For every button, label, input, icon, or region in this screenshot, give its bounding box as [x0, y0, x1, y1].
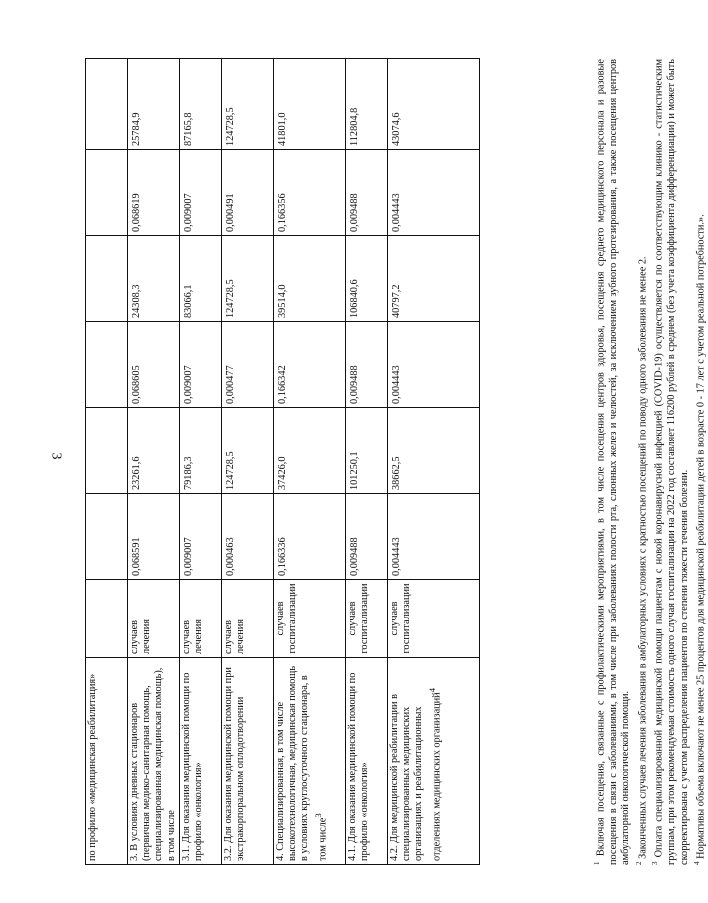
value-cell: 0,068619 — [128, 150, 180, 236]
row-name: 3. В условиях дневных стационаров (первичная медико-санитарная помощь, специализированная медицинская помощь), в том числе — [129, 667, 177, 861]
value-cell — [86, 322, 128, 408]
value-cell: 37426,0 — [274, 408, 346, 494]
table-row — [128, 59, 180, 865]
value-cell: 124728,5 — [222, 408, 274, 494]
unit-cell: случаев лечения — [128, 580, 180, 658]
value-cell: 0,009488 — [346, 150, 388, 236]
value-cell — [86, 408, 128, 494]
footnote — [633, 59, 650, 865]
row-name-cell — [222, 658, 274, 865]
table-row — [180, 59, 222, 865]
value-cell: 23261,6 — [128, 408, 180, 494]
footnote-mark: 1 — [593, 861, 601, 865]
value-cell: 0,004443 — [388, 150, 480, 236]
row-name: 3.1. Для оказания медицинской помощи по профилю «онкология» — [181, 672, 205, 861]
row-name: 4. Специализированная, в том числе высокотехнологичная, медицинская помощь в условиях круглосуточного стационара, в том числе — [275, 665, 329, 861]
value-cell — [86, 59, 128, 150]
value-cell: 0,009007 — [180, 494, 222, 580]
footnote — [691, 59, 708, 865]
row-name: 4.1. Для оказания медицинской помощи по профилю «онкология» — [347, 672, 371, 861]
value-cell: 83066,1 — [180, 236, 222, 322]
row-name-cell — [274, 658, 346, 865]
value-cell: 87165,8 — [180, 59, 222, 150]
value-cell: 0,000491 — [222, 150, 274, 236]
table-row — [86, 59, 128, 865]
value-cell: 0,004443 — [388, 322, 480, 408]
value-cell: 0,009007 — [180, 322, 222, 408]
table-row — [222, 59, 274, 865]
footnote-mark: 3 — [651, 861, 660, 865]
footnote-mark: 2 — [634, 861, 643, 865]
table-row — [274, 59, 346, 865]
unit-cell: случаев госпитализации — [346, 580, 388, 658]
value-cell — [86, 494, 128, 580]
table-row — [346, 59, 388, 865]
footnote — [591, 59, 633, 865]
value-cell: 124728,5 — [222, 236, 274, 322]
value-cell: 79186,3 — [180, 408, 222, 494]
footnote-ref: 4 — [426, 688, 437, 693]
page-number: 3 — [48, 452, 64, 460]
row-name: 3.2. Для оказания медицинской помощи при экстракорпоральном оплодотворении — [223, 667, 247, 861]
footnote — [649, 59, 691, 865]
value-cell: 101250,1 — [346, 408, 388, 494]
value-cell: 38662,5 — [388, 408, 480, 494]
footnotes — [591, 59, 708, 865]
value-cell: 41801,0 — [274, 59, 346, 150]
unit-cell: случаев лечения — [180, 580, 222, 658]
value-cell: 0,068591 — [128, 494, 180, 580]
value-cell: 24308,3 — [128, 236, 180, 322]
value-cell: 106840,6 — [346, 236, 388, 322]
footnote-text: Нормативы объема включают не менее 25 процентов для медицинской реабилитации детей в возрасте 0 - 17 лет с учетом реальной потребности.». — [695, 214, 707, 859]
value-cell: 124728,5 — [222, 59, 274, 150]
row-name-cell — [128, 658, 180, 865]
row-name-cell — [346, 658, 388, 865]
row-name-cell — [86, 658, 128, 865]
value-cell: 39514,0 — [274, 236, 346, 322]
value-cell: 0,000463 — [222, 494, 274, 580]
row-name: 4.2. Для медицинской реабилитации в специализированных медицинских организациях и реабилитационных отделениях медицинских организаций — [389, 692, 443, 861]
value-cell: 0,166342 — [274, 322, 346, 408]
unit-cell — [86, 580, 128, 658]
value-cell — [86, 150, 128, 236]
footnote-ref: 3 — [312, 813, 323, 818]
row-name-cell — [388, 658, 480, 865]
unit-cell: случаев госпитализации — [388, 580, 480, 658]
value-cell: 0,166336 — [274, 494, 346, 580]
value-cell: 112804,8 — [346, 59, 388, 150]
value-cell: 0,009488 — [346, 494, 388, 580]
table-row — [388, 59, 480, 865]
value-cell: 0,166356 — [274, 150, 346, 236]
value-cell: 0,009007 — [180, 150, 222, 236]
value-cell: 0,009488 — [346, 322, 388, 408]
value-cell — [86, 236, 128, 322]
unit-cell: случаев лечения — [222, 580, 274, 658]
row-name-cell — [180, 658, 222, 865]
value-cell: 40797,2 — [388, 236, 480, 322]
footnote-text: Включая посещения, связанные с профилактическими мероприятиями, в том числе посещения центров здоровья, посещения среднего медицинского персонала и разовые посещения в связи с заболеваниями, в том числе при заболеваниях полости рта, слюнных желез и челюстей, за исключением зубного протезирования, а также посещения центров амбулаторной онкологической помощи. — [595, 58, 632, 865]
value-cell: 0,000477 — [222, 322, 274, 408]
normatives-table — [85, 58, 480, 865]
unit-cell: случаев госпитализации — [274, 580, 346, 658]
value-cell: 43074,6 — [388, 59, 480, 150]
rotated-page-content — [85, 58, 707, 865]
value-cell: 0,004443 — [388, 494, 480, 580]
value-cell: 0,068605 — [128, 322, 180, 408]
value-cell: 25784,9 — [128, 59, 180, 150]
footnote-text: Законченных случаев лечения заболевания в амбулаторных условиях с кратностью посещений по поводу одного заболевания не менее 2. — [637, 256, 649, 859]
row-name: по профилю «медицинская реабилитация» — [87, 673, 98, 861]
footnote-mark: 4 — [693, 861, 702, 865]
footnote-text: Оплата специализированной медицинской помощи пациентам с новой коронавирусной инфекцией (COVID-19) осуществляется по соответствующим клинико - статистическим группам, при этом рекомендуемая стоимость одного случая госпитализации на 2022 год составляет 116200 рублей в среднем (без учета коэффициента дифференциации) и может быть скорректирована с учетом распределения пациентов по степени тяжести течения болезни. — [653, 59, 690, 865]
